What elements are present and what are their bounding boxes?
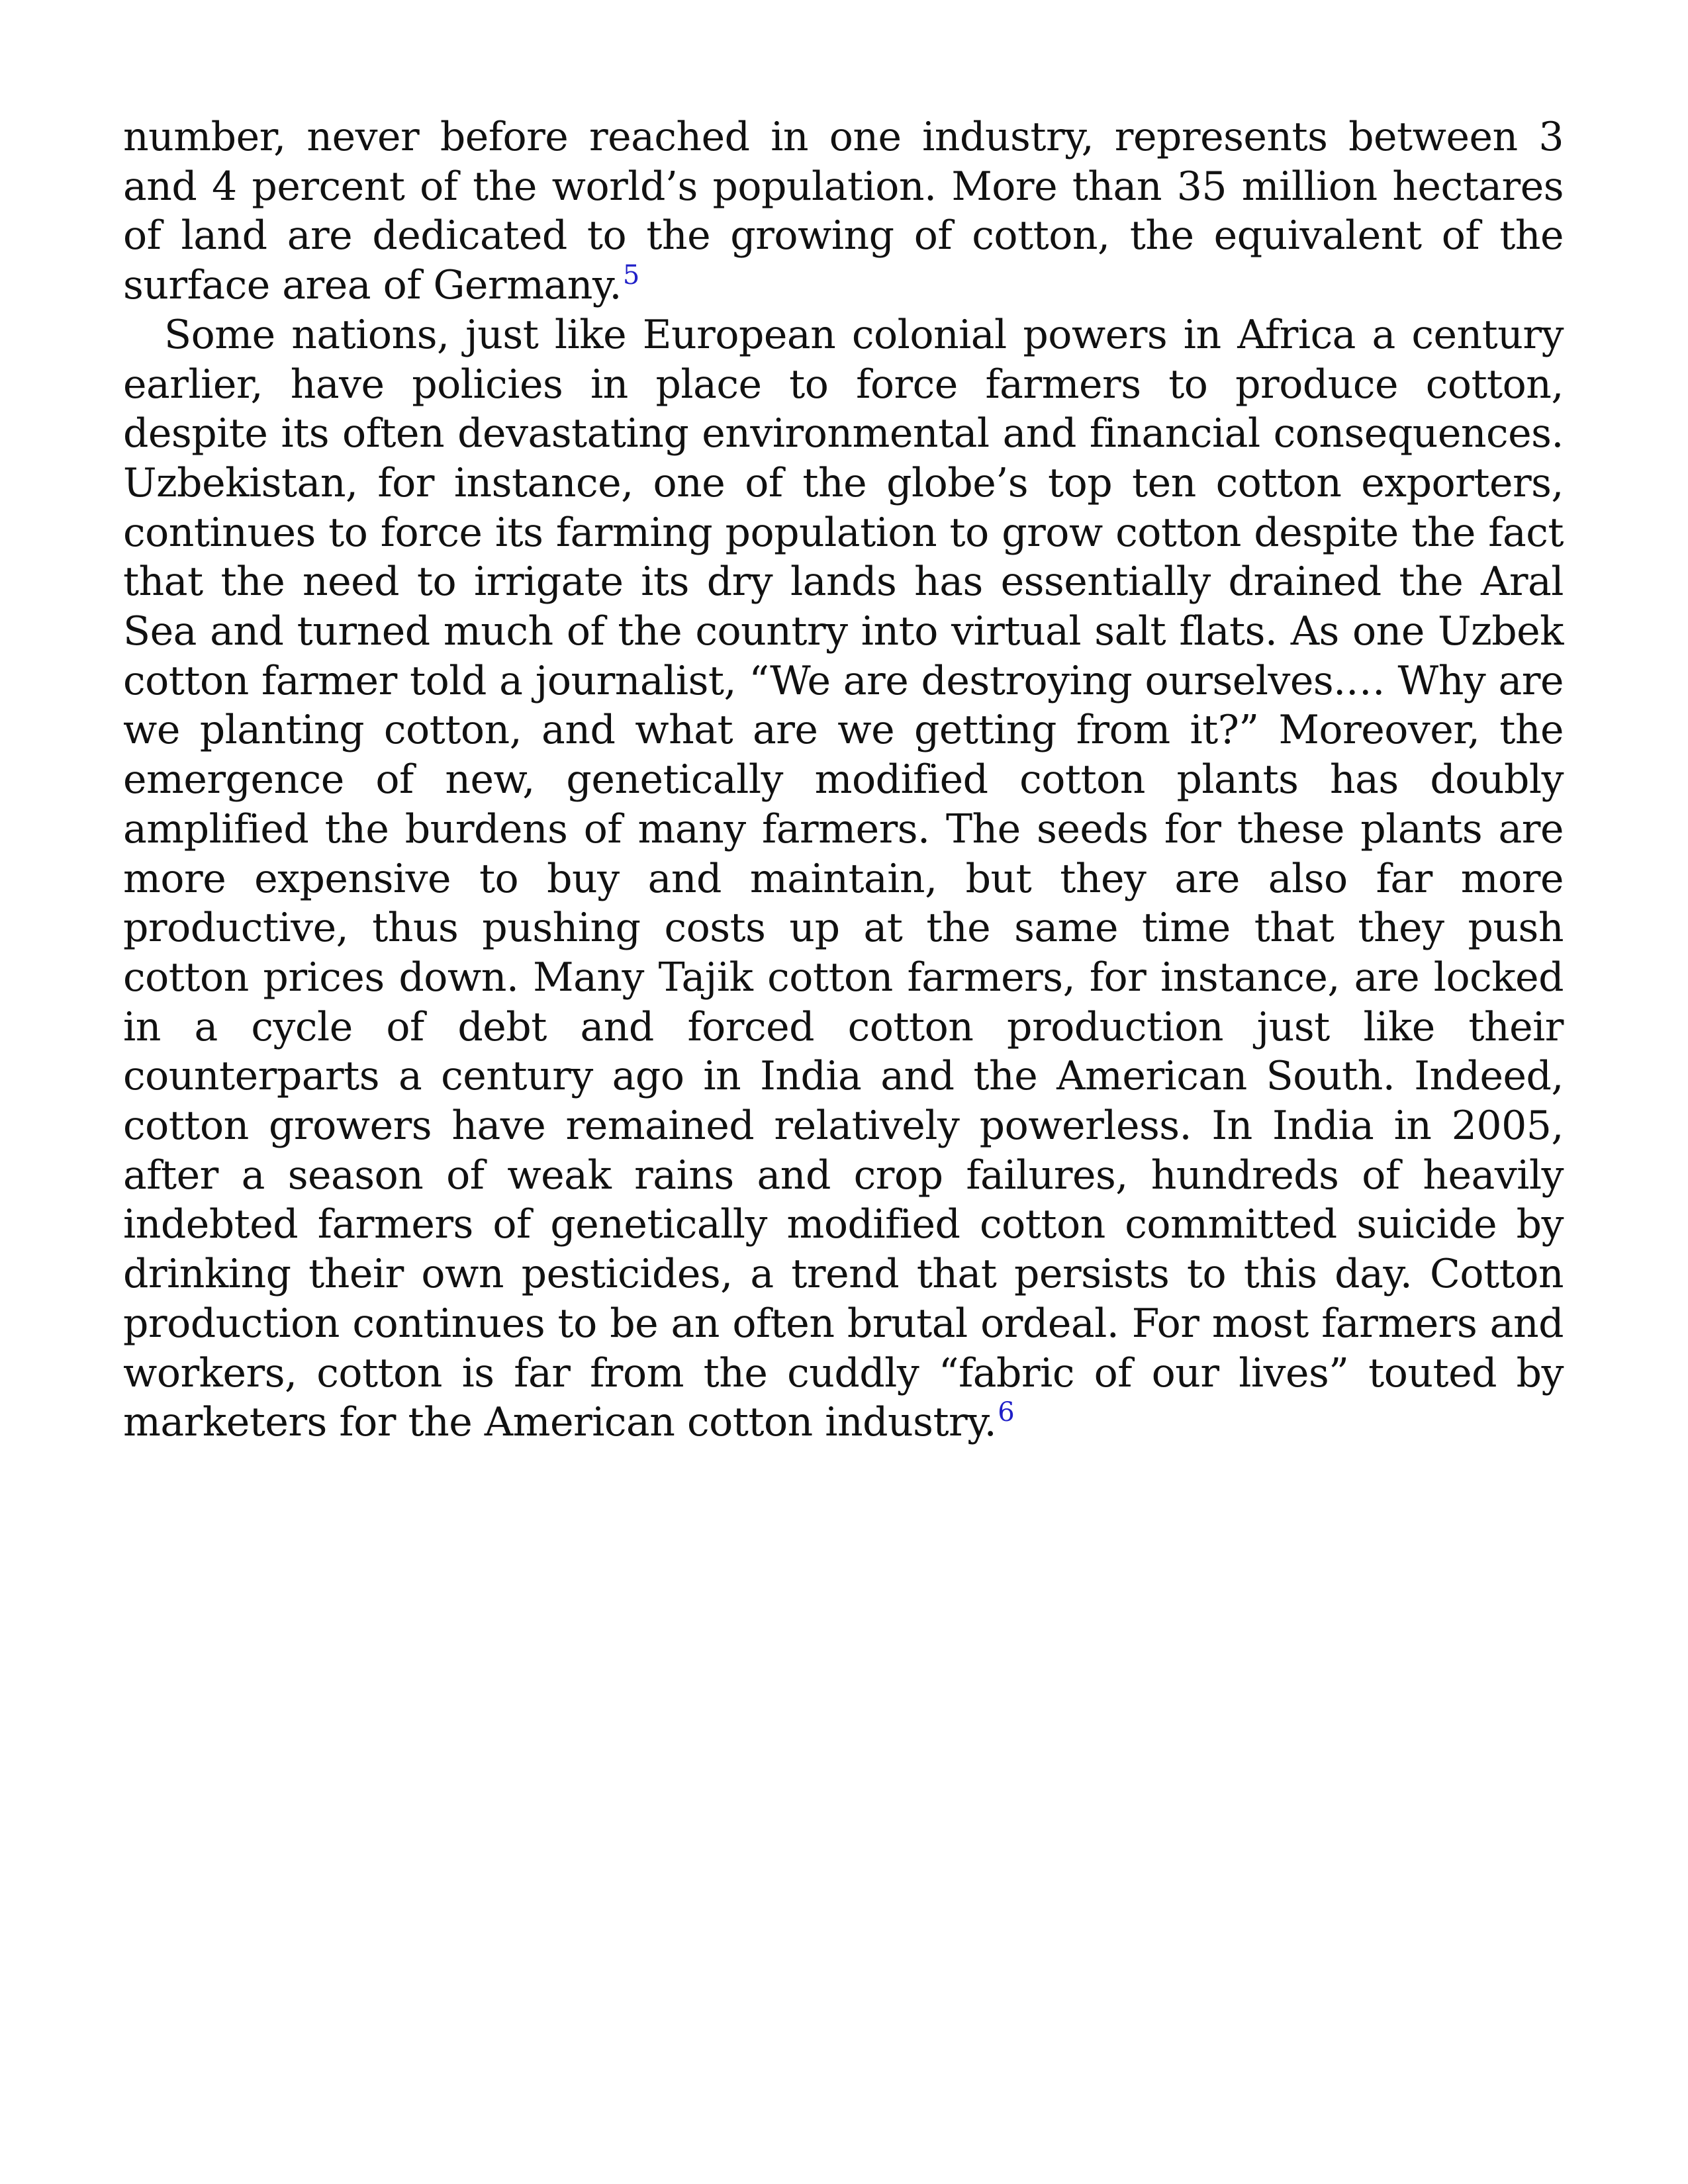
paragraph-continuation	[123, 113, 1564, 310]
paragraph-text: Some nations, just like European colonial powers in Africa a century earlier, have policies in place to force farmers to produce cotton, despite its often devastating environmental and financial consequences. Uzbekistan, for instance, one of the globe’s top ten cotton exporters, continues to force its farming population to grow cotton despite the fact that the need to irrigate its dry lands has essentially drained the Aral Sea and turned much of the country into virtual salt flats. As one Uzbek cotton farmer told a journalist, “We are destroying ourselves.… Why are we planting cotton, and what are we getting from it?” Moreover, the emergence of new, genetically modified cotton plants has doubly amplified the burdens of many farmers. The seeds for these plants are more expensive to buy and maintain, but they are also far more productive, thus pushing costs up at the same time that they push cotton prices down. Many Tajik cotton farmers, for instance, are locked in a cycle of debt and forced cotton production just like their counterparts a century ago in India and the American South. Indeed, cotton growers have remained relatively powerless. In India in 2005, after a season of weak rains and crop failures, hundreds of heavily indebted farmers of genetically modified cotton committed suicide by drinking their own pesticides, a trend that persists to this day. Cotton production continues to be an often brutal ordeal. For most farmers and workers, cotton is far from the cuddly “fabric of our lives” touted by marketers for the American cotton industry.	[123, 311, 1564, 1446]
paragraph-cotton-labor	[123, 310, 1564, 1447]
page-body	[123, 113, 1564, 1447]
paragraph-text: number, never before reached in one industry, represents between 3 and 4 percent of the world’s population. More than 35 million hectares of land are dedicated to the growing of cotton, the equivalent of the surface area of Germany.	[123, 114, 1564, 309]
footnote-ref-6[interactable]: 6	[998, 1397, 1015, 1428]
footnote-ref-5[interactable]: 5	[622, 260, 639, 291]
